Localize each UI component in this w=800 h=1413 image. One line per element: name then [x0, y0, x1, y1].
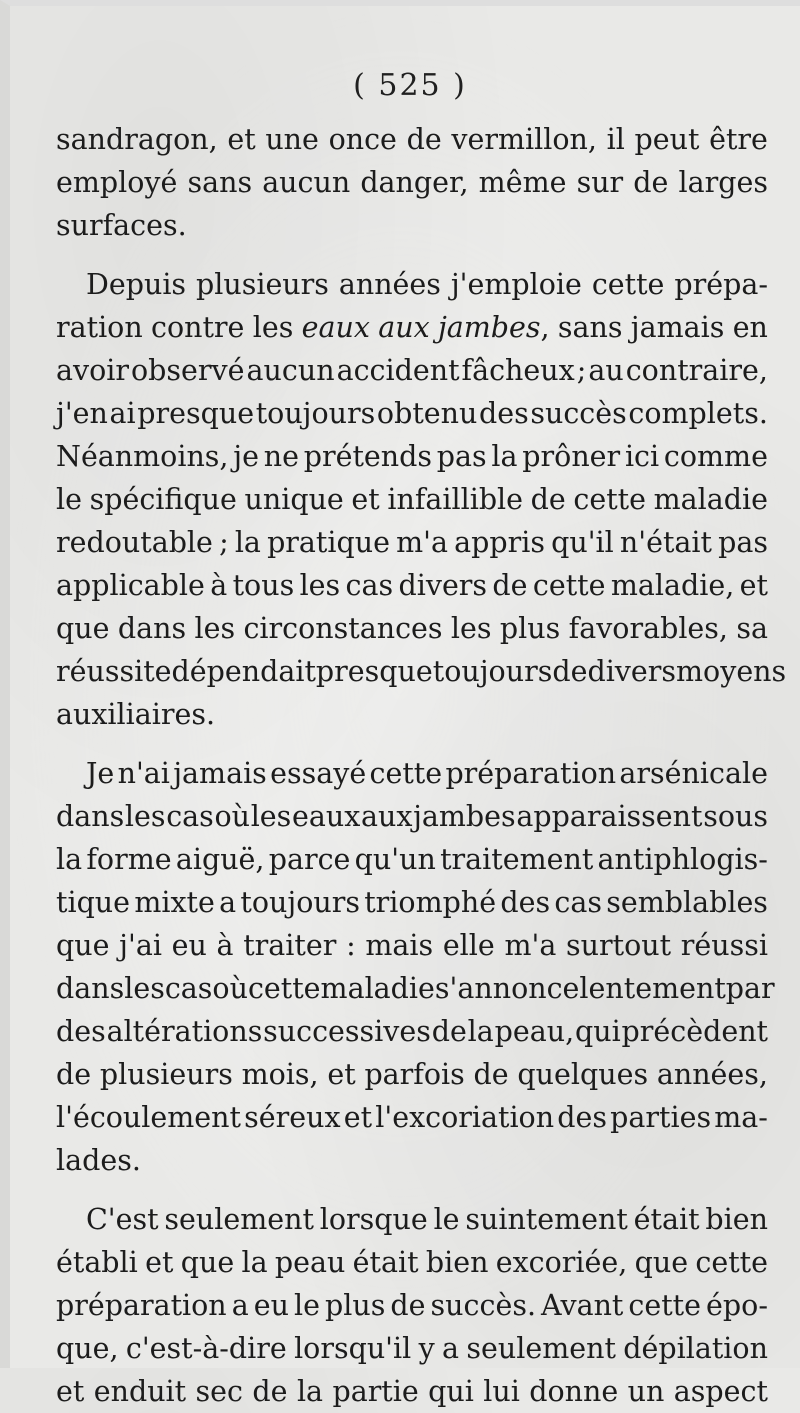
paragraph-gap	[56, 736, 768, 752]
word: n'était	[619, 526, 712, 559]
word: ma-	[714, 1101, 768, 1134]
word: en	[732, 311, 768, 344]
word: eu	[171, 929, 207, 962]
word: que	[56, 929, 110, 962]
text-line	[56, 693, 768, 736]
word: m'a	[504, 929, 557, 962]
word: avoir	[56, 354, 129, 387]
word: cette	[695, 1246, 768, 1279]
word: qui	[574, 1015, 621, 1048]
word: cas	[166, 800, 214, 833]
word: applicable	[56, 569, 205, 602]
word: mois,	[241, 1058, 319, 1091]
word: Avant	[541, 1289, 624, 1322]
word: suintement	[465, 1203, 628, 1236]
word: cette	[532, 569, 606, 602]
word: surfaces.	[56, 209, 187, 242]
word: la	[296, 1375, 324, 1408]
word: bien	[425, 1246, 489, 1279]
word: peau,	[494, 1015, 575, 1048]
word: lorsqu'il	[294, 1332, 412, 1365]
word: épo-	[706, 1289, 768, 1322]
word: fâcheux	[461, 354, 575, 387]
text-line	[56, 1284, 768, 1327]
word: de	[431, 1015, 467, 1048]
word: mais	[365, 929, 434, 962]
word: divers	[587, 655, 677, 688]
word: dans	[56, 972, 125, 1005]
word: altérations	[106, 1015, 263, 1048]
word: bien	[705, 1203, 768, 1236]
word: peau	[274, 1246, 346, 1279]
word: favorables,	[568, 612, 728, 645]
word: pratique	[267, 526, 390, 559]
text-line	[56, 1010, 768, 1053]
word: cas	[345, 569, 394, 602]
word: prétends	[303, 440, 433, 473]
word: et	[327, 1058, 356, 1091]
word: même	[478, 166, 567, 199]
word: toujours	[255, 397, 376, 430]
word: réussi	[680, 929, 768, 962]
word: Depuis	[86, 268, 187, 301]
word: succès.	[430, 1289, 537, 1322]
word: les	[252, 311, 294, 344]
paragraph	[56, 263, 787, 736]
word: cette	[573, 483, 646, 516]
text-line	[56, 1241, 768, 1284]
word: mixte	[134, 886, 215, 919]
word: maladie	[320, 972, 435, 1005]
word: qu'un	[354, 843, 436, 876]
word: apparaissent	[516, 800, 703, 833]
word: aux	[360, 800, 413, 833]
word: maladie	[653, 483, 768, 516]
word: j'ai	[119, 929, 162, 962]
word: à	[216, 929, 234, 962]
word: tique	[56, 886, 131, 919]
paragraph	[56, 118, 768, 247]
word: que	[634, 1246, 689, 1279]
text-line	[56, 161, 768, 204]
word: larges	[678, 166, 768, 199]
text-body	[56, 118, 787, 1413]
word: c'est-à-dire	[125, 1332, 287, 1365]
word: pas	[436, 440, 487, 473]
word: de	[552, 655, 588, 688]
word: prôner	[522, 440, 621, 473]
word: once	[328, 123, 397, 156]
word: Néanmoins,	[56, 440, 229, 473]
word: ration	[56, 311, 143, 344]
word: la	[241, 1246, 268, 1279]
text-line	[56, 306, 768, 349]
word: y	[418, 1332, 435, 1365]
text-line	[56, 564, 768, 607]
word: aucun	[262, 166, 351, 199]
word: a	[442, 1332, 460, 1365]
word: par	[725, 972, 775, 1005]
word: la	[467, 1015, 494, 1048]
word: sur	[576, 166, 624, 199]
word: sandragon,	[56, 123, 218, 156]
word: ;	[219, 526, 229, 559]
text-line	[56, 607, 768, 650]
word: dépilation	[623, 1332, 768, 1365]
word: surtout	[566, 929, 672, 962]
word: des	[478, 397, 529, 430]
text-line	[56, 118, 768, 161]
word: plusieurs	[99, 1058, 233, 1091]
word: triomphé	[364, 886, 497, 919]
word: de	[473, 1058, 509, 1091]
word: a	[219, 886, 237, 919]
text-line	[56, 349, 768, 392]
text-line	[56, 1198, 768, 1241]
word: la	[491, 440, 518, 473]
word: seulement	[164, 1203, 314, 1236]
word: plus	[499, 612, 561, 645]
word: eaux	[291, 800, 361, 833]
text-line	[56, 924, 768, 967]
word: a	[231, 1289, 249, 1322]
word: un	[627, 1375, 665, 1408]
text-line	[56, 650, 787, 693]
paragraph-gap	[56, 247, 768, 263]
word: danger,	[360, 166, 469, 199]
word: plusieurs	[195, 268, 329, 301]
word: jambes,	[437, 311, 550, 344]
word: précèdent	[621, 1015, 768, 1048]
word: de	[390, 1289, 426, 1322]
word: plus	[325, 1289, 386, 1322]
word: de	[406, 123, 442, 156]
word: des	[500, 886, 551, 919]
word: aiguë,	[175, 843, 265, 876]
word: observé	[131, 354, 245, 387]
word: moyens	[676, 655, 787, 688]
word: aucun	[246, 354, 335, 387]
word: l'écoulement	[56, 1101, 241, 1134]
word: que	[180, 1246, 235, 1279]
word: s'annonce	[434, 972, 580, 1005]
word: vermillon,	[451, 123, 597, 156]
word: années,	[656, 1058, 768, 1091]
word: excoriée,	[495, 1246, 628, 1279]
word: et	[343, 1101, 373, 1134]
word: elle	[442, 929, 495, 962]
word: dans	[56, 800, 125, 833]
word: cette	[591, 268, 665, 301]
word: je	[233, 440, 259, 473]
word: appris	[454, 526, 545, 559]
word: maladie,	[610, 569, 735, 602]
word: forme	[86, 843, 172, 876]
word: traitement	[440, 843, 594, 876]
word: infaillible	[387, 483, 524, 516]
word: établi	[56, 1246, 138, 1279]
word: :	[346, 929, 356, 962]
word: succès	[530, 397, 627, 430]
word: cette	[628, 1289, 702, 1322]
word: tous	[232, 569, 295, 602]
word: jamais	[630, 311, 725, 344]
word: parties	[610, 1101, 712, 1134]
word: auxiliaires.	[56, 698, 216, 731]
word: employé	[56, 166, 178, 199]
word: de	[492, 569, 528, 602]
word: qu'il	[551, 526, 614, 559]
word: jambes	[413, 800, 516, 833]
word: ;	[576, 354, 587, 387]
word: et	[145, 1246, 174, 1279]
word: quelques	[517, 1058, 649, 1091]
word: ai	[109, 397, 136, 430]
word: une	[265, 123, 319, 156]
text-line	[56, 795, 768, 838]
text-line	[56, 263, 768, 306]
word: années	[338, 268, 441, 301]
text-line	[56, 478, 768, 521]
word: le	[433, 1203, 460, 1236]
word: que	[56, 612, 110, 645]
word: et	[351, 483, 380, 516]
word: à	[210, 569, 228, 602]
word: pas	[718, 526, 768, 559]
text-line	[56, 1096, 768, 1139]
word: et	[227, 123, 256, 156]
word: sa	[736, 612, 768, 645]
word: ici	[624, 440, 660, 473]
word: donne	[529, 1375, 619, 1408]
word: dans	[117, 612, 187, 645]
word: obtenu	[376, 397, 478, 430]
text-line	[56, 881, 768, 924]
word: être	[709, 123, 768, 156]
text-line	[56, 204, 768, 247]
word: l'excoriation	[375, 1101, 555, 1134]
word: aspect	[673, 1375, 768, 1408]
word: enduit	[93, 1375, 187, 1408]
word: lui	[483, 1375, 520, 1408]
word: redoutable	[56, 526, 213, 559]
word: où	[212, 972, 248, 1005]
word: comme	[663, 440, 768, 473]
word: aux	[378, 311, 430, 344]
word: de	[633, 166, 669, 199]
word: toujours	[240, 886, 360, 919]
word: jamais	[173, 757, 267, 790]
word: essayé	[270, 757, 367, 790]
word: préparation	[445, 757, 617, 790]
word: que,	[56, 1332, 119, 1365]
text-line	[56, 1327, 768, 1370]
word: contre	[151, 311, 245, 344]
word: la	[234, 526, 261, 559]
paragraph-gap	[56, 1182, 768, 1198]
word: eu	[253, 1289, 289, 1322]
word: eaux	[301, 311, 370, 344]
word: les	[124, 800, 166, 833]
word: ne	[263, 440, 299, 473]
text-line	[56, 838, 768, 881]
word: cette	[369, 757, 443, 790]
word: m'a	[396, 526, 448, 559]
word: et	[739, 569, 768, 602]
word: des	[557, 1101, 607, 1134]
word: cas	[164, 972, 213, 1005]
word: les	[299, 569, 341, 602]
word: accident	[336, 354, 460, 387]
word: spécifique	[89, 483, 237, 516]
word: réussite	[56, 655, 172, 688]
word: Je	[86, 757, 115, 790]
word: presque	[315, 655, 433, 688]
paragraph	[56, 1198, 768, 1413]
word: n'ai	[117, 757, 170, 790]
word: successives	[263, 1015, 431, 1048]
word: de	[530, 483, 566, 516]
word: sans	[187, 166, 253, 199]
word: complets.	[628, 397, 768, 430]
text-line	[56, 1370, 768, 1413]
text-line	[56, 1139, 768, 1182]
word: des	[56, 1015, 106, 1048]
word: les	[450, 612, 492, 645]
word: était	[633, 1203, 700, 1236]
word: partie	[332, 1375, 419, 1408]
word: cette	[247, 972, 321, 1005]
word: unique	[244, 483, 344, 516]
text-line	[56, 521, 768, 564]
word: parfois	[364, 1058, 465, 1091]
word: il	[606, 123, 625, 156]
word: divers	[398, 569, 488, 602]
word: séreux	[244, 1101, 341, 1134]
word: semblables	[606, 886, 768, 919]
word: le	[294, 1289, 320, 1322]
word: toujours	[432, 655, 553, 688]
word: lorsque	[319, 1203, 428, 1236]
text-line	[56, 752, 768, 795]
word: antiphlogis-	[597, 843, 768, 876]
word: parce	[268, 843, 351, 876]
text-line	[56, 1053, 768, 1096]
word: les	[124, 972, 165, 1005]
word: au	[588, 354, 624, 387]
word: lades.	[56, 1144, 141, 1177]
word: de	[252, 1375, 288, 1408]
page-number: ( 525 )	[353, 68, 467, 103]
word: le	[56, 483, 82, 516]
text-line	[56, 967, 775, 1010]
word: presque	[137, 397, 255, 430]
word: qui	[428, 1375, 474, 1408]
word: seulement	[466, 1332, 616, 1365]
text-line	[56, 435, 768, 478]
word: et	[56, 1375, 85, 1408]
word: préparation	[56, 1289, 227, 1322]
paragraph	[56, 752, 775, 1182]
word: j'emploie	[450, 268, 582, 301]
word: la	[56, 843, 83, 876]
word: les	[194, 612, 236, 645]
word: traiter	[243, 929, 337, 962]
word: peut	[634, 123, 700, 156]
word: sec	[195, 1375, 243, 1408]
word: de	[56, 1058, 92, 1091]
word: dépendait	[171, 655, 316, 688]
word: contraire,	[625, 354, 768, 387]
word: C'est	[86, 1203, 159, 1236]
word: arsénicale	[619, 757, 768, 790]
word: lentement	[579, 972, 726, 1005]
word: circonstances	[243, 612, 443, 645]
word: j'en	[56, 397, 108, 430]
word: où	[214, 800, 250, 833]
word: les	[250, 800, 292, 833]
word: sans	[557, 311, 623, 344]
word: sous	[703, 800, 768, 833]
text-line	[56, 392, 768, 435]
word: était	[352, 1246, 419, 1279]
word: cas	[554, 886, 602, 919]
word: prépa-	[674, 268, 768, 301]
